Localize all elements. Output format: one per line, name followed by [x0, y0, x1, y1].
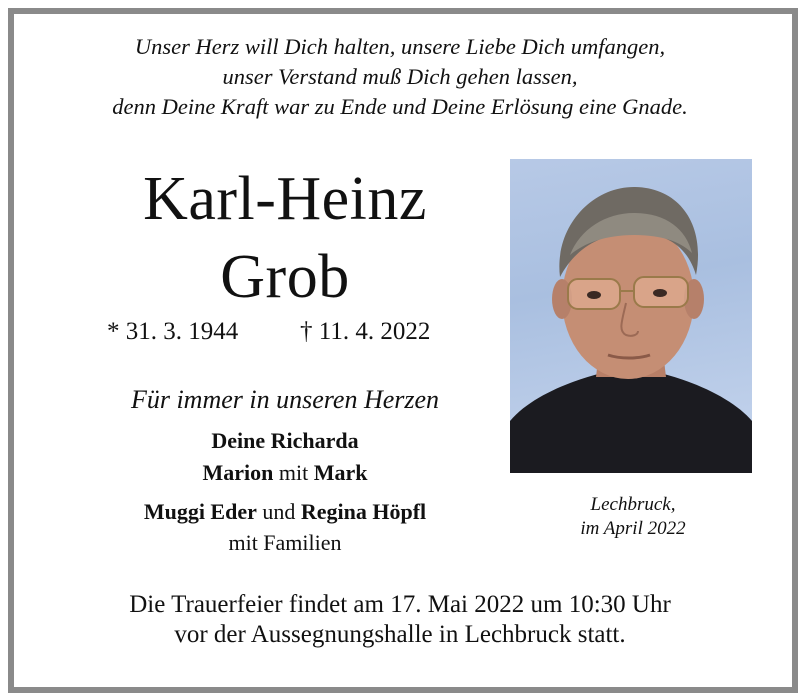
- ceremony-info: [14, 590, 786, 650]
- birth-date: * 31. 3. 1944: [107, 318, 239, 345]
- death-date: † 11. 4. 2022: [300, 318, 431, 345]
- mourner-muggi-eder: Muggi Eder: [143, 499, 257, 524]
- mourner-line-2: [60, 460, 510, 486]
- mourner-line-3: [60, 499, 510, 525]
- ceremony-line-2: vor der Aussegnungshalle in Lechbruck statt.: [174, 621, 626, 648]
- place-date: im April 2022: [580, 518, 686, 539]
- deceased-name: [60, 160, 510, 316]
- poem-line-3: denn Deine Kraft war zu Ende und Deine Erlösung eine Gnade.: [112, 94, 688, 119]
- last-name: Grob: [220, 243, 350, 311]
- mourner-line-1: [60, 428, 510, 454]
- portrait-photo: [510, 159, 752, 473]
- mourner-connector: mit: [273, 460, 314, 485]
- poem-line-1: Unser Herz will Dich halten, unsere Liebe Dich umfangen,: [134, 34, 666, 59]
- first-name: Karl-Heinz: [143, 165, 427, 233]
- poem: [14, 32, 786, 122]
- mourner-richarda: Deine Richarda: [211, 428, 359, 453]
- poem-line-2: unser Verstand muß Dich gehen lassen,: [222, 64, 578, 89]
- motto: Für immer in unseren Herzen: [130, 385, 440, 414]
- portrait-illustration: [510, 159, 752, 473]
- place: Lechbruck,: [590, 494, 676, 515]
- mourner-mark: Mark: [313, 460, 368, 485]
- mourner-line-4: mit Familien: [228, 530, 342, 555]
- ceremony-line-1: Die Trauerfeier findet am 17. Mai 2022 um 10:30 Uhr: [129, 591, 671, 618]
- mourner-connector: und: [256, 499, 301, 524]
- mourner-regina-hoepfl: Regina Höpfl: [300, 499, 427, 524]
- mourner-marion: Marion: [202, 460, 274, 485]
